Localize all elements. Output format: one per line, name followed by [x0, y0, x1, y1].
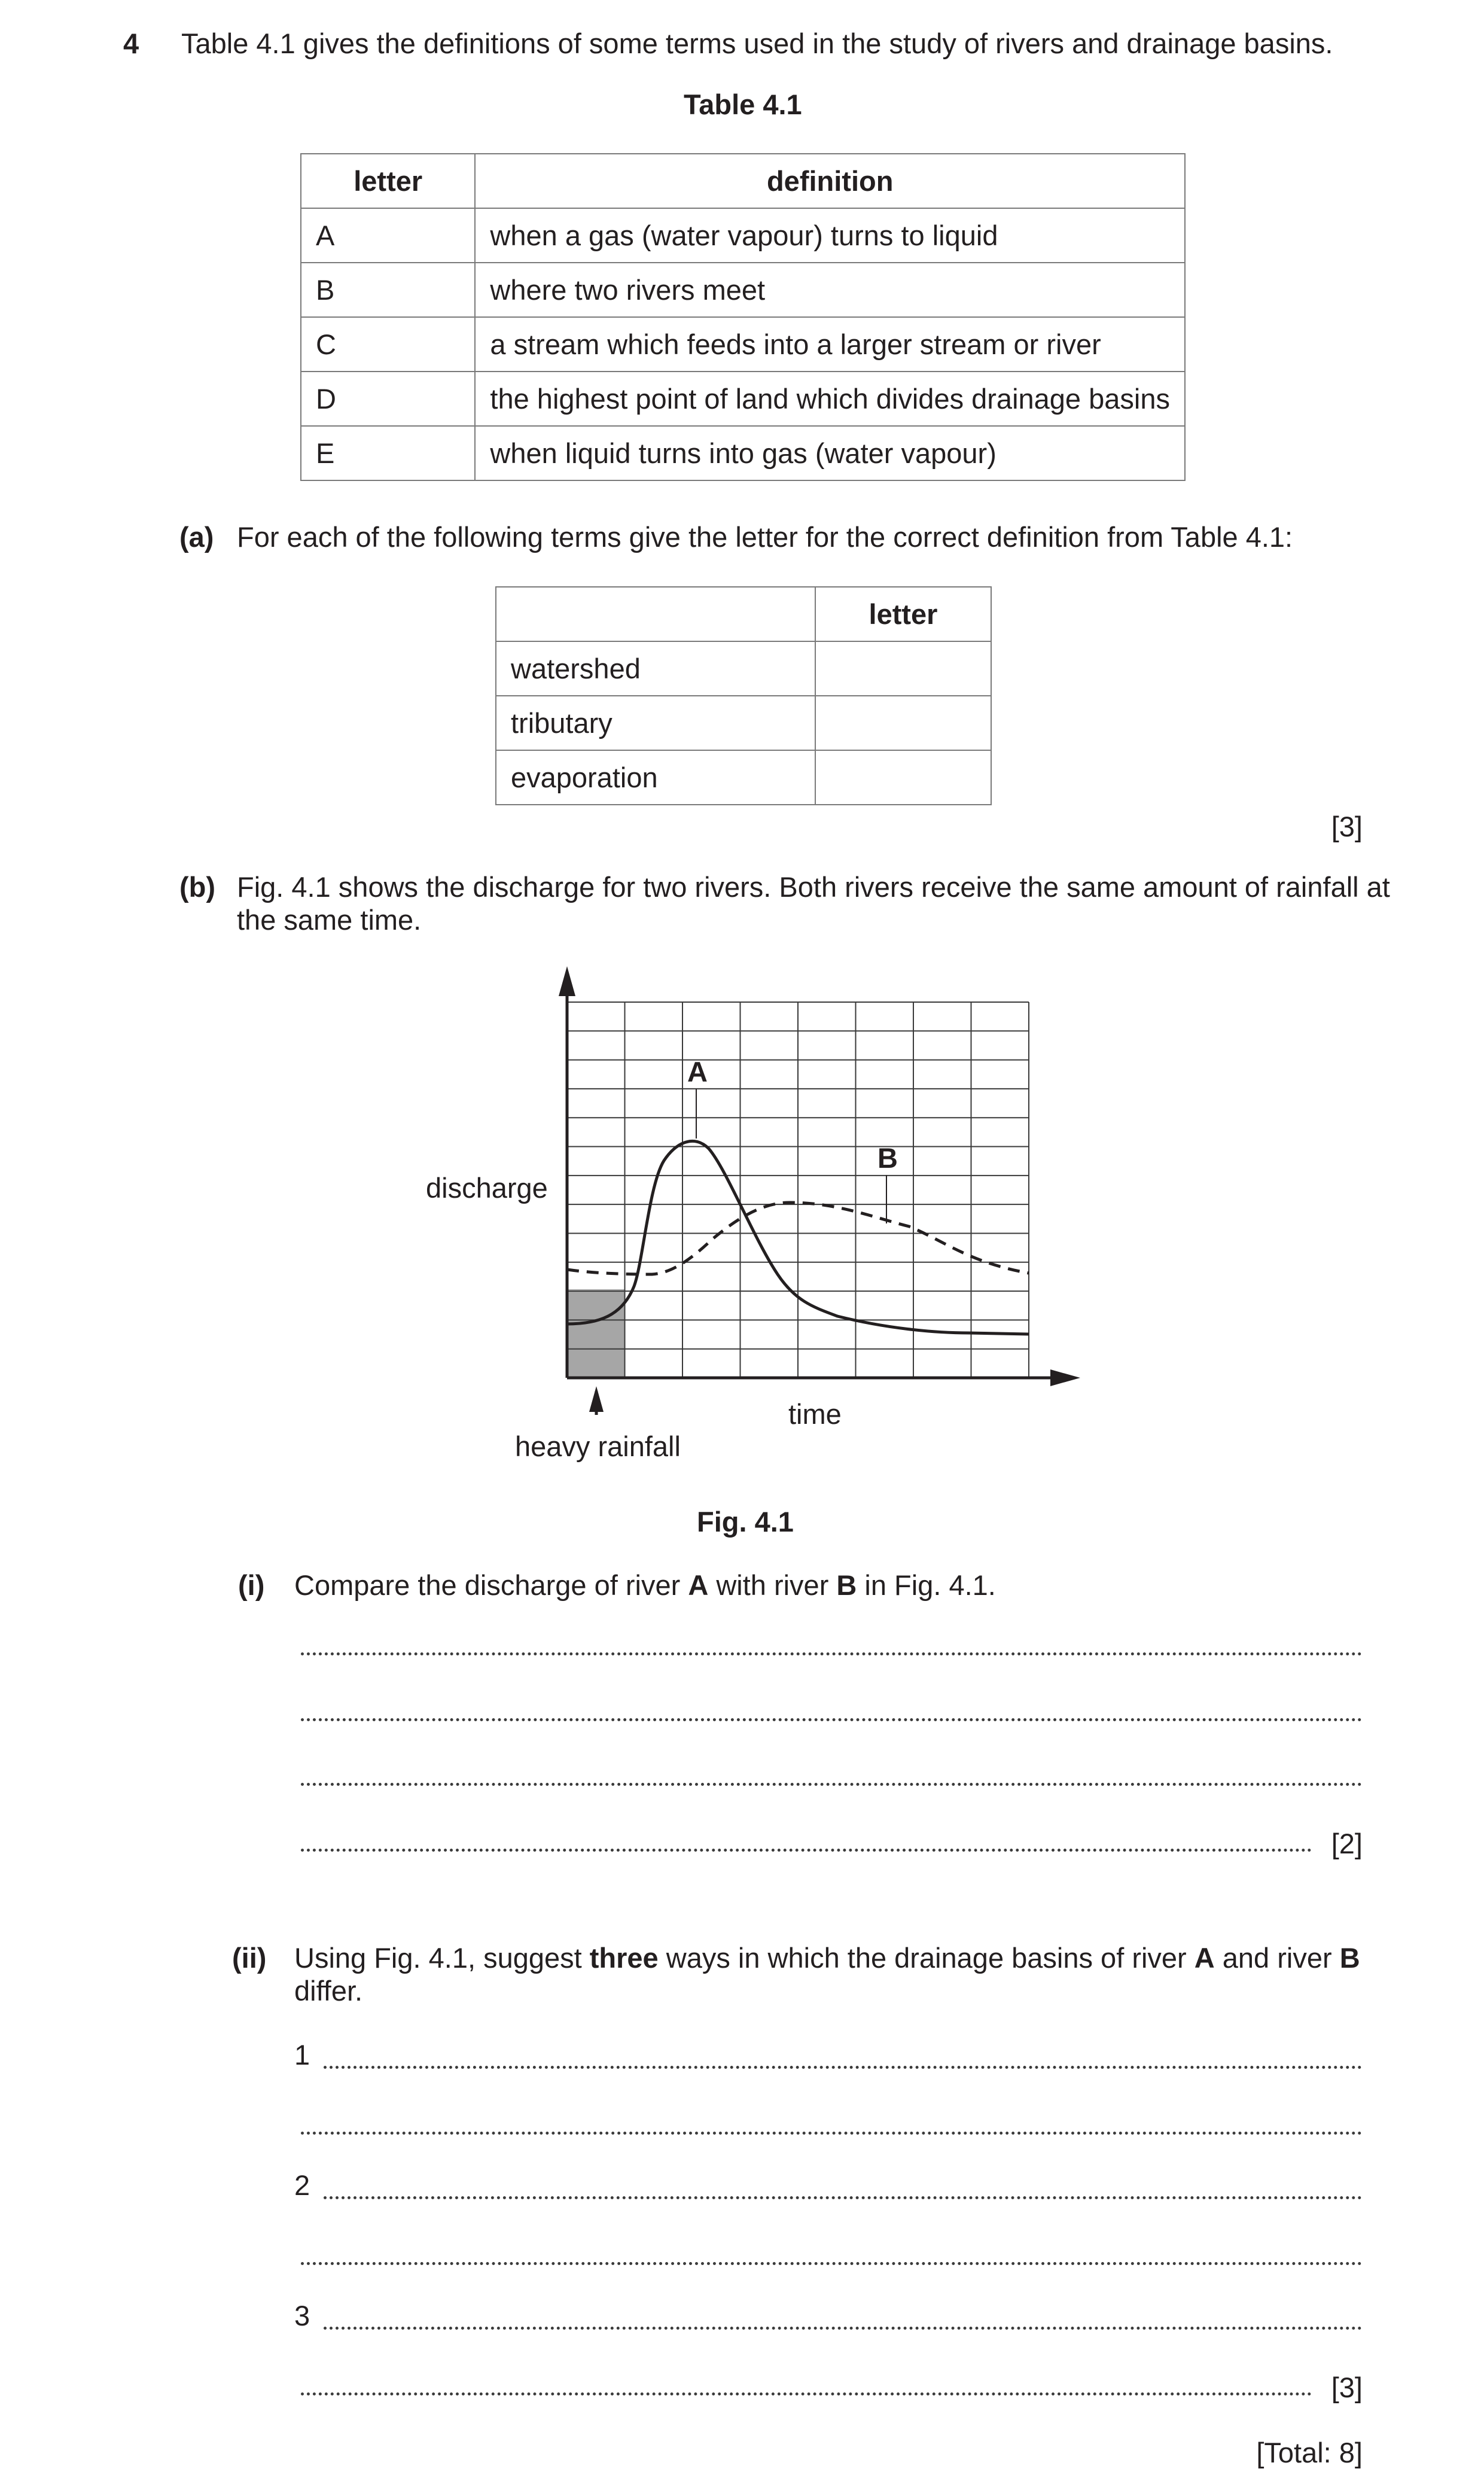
label-b: B — [877, 1142, 898, 1174]
sub-ii-text-2: differ. — [294, 1975, 363, 2007]
answer-header-letter: letter — [815, 587, 991, 641]
row-letter: E — [301, 426, 475, 480]
table-caption: Table 4.1 — [684, 89, 802, 120]
header-definition: definition — [475, 154, 1185, 208]
part-b-text-1: Fig. 4.1 shows the discharge for two rivers. Both rivers receive the same amount of rainfall at — [237, 871, 1390, 903]
sub-i-text-pre: Compare the discharge of river — [294, 1569, 688, 1601]
rainfall-shading — [567, 1289, 625, 1378]
rainfall-label: heavy rainfall — [515, 1430, 681, 1462]
sub-i-label: (i) — [238, 1569, 265, 1601]
row-letter: B — [301, 263, 475, 317]
sub-i-marks: [2] — [1331, 1828, 1363, 1859]
sub-i-text — [294, 1569, 996, 1602]
term-evaporation: evaporation — [496, 750, 815, 805]
sub-ii-text-pre: Using Fig. 4.1, suggest — [294, 1942, 590, 1974]
part-a-label: (a) — [179, 521, 214, 553]
answer-line[interactable] — [301, 1783, 1362, 1786]
answer-line[interactable] — [324, 2066, 1362, 2069]
sub-ii-river-a: A — [1194, 1942, 1215, 1974]
sub-i-river-a: A — [688, 1569, 709, 1601]
answer-line[interactable] — [301, 2392, 1312, 2395]
item-number: 2 — [294, 2169, 310, 2201]
header-letter: letter — [301, 154, 475, 208]
answer-line[interactable] — [301, 1652, 1362, 1655]
label-a: A — [687, 1056, 708, 1088]
sub-i-river-b: B — [836, 1569, 857, 1601]
question-number: 4 — [123, 28, 139, 59]
row-definition: when a gas (water vapour) turns to liquid — [475, 208, 1185, 263]
answer-line[interactable] — [301, 1849, 1312, 1852]
graph-grid — [567, 1002, 1029, 1378]
term-tributary: tributary — [496, 696, 815, 750]
row-letter: C — [301, 317, 475, 372]
answer-line[interactable] — [301, 2132, 1362, 2135]
sub-ii-text — [294, 1941, 1360, 1975]
answer-line[interactable] — [301, 1718, 1362, 1721]
sub-ii-three: three — [589, 1942, 659, 1974]
y-axis-arrowhead — [559, 966, 575, 996]
sub-ii-text-and: and river — [1214, 1942, 1340, 1974]
sub-ii-text-mid: ways in which the drainage basins of river — [658, 1942, 1194, 1974]
term-watershed: watershed — [496, 641, 815, 696]
answer-line[interactable] — [301, 2262, 1362, 2265]
rainfall-arrow-head — [589, 1386, 604, 1412]
row-letter: D — [301, 372, 475, 426]
answer-line[interactable] — [324, 2327, 1362, 2330]
part-a-text: For each of the following terms give the letter for the correct definition from Table 4.1: — [237, 521, 1293, 553]
row-definition: when liquid turns into gas (water vapour) — [475, 426, 1185, 480]
sub-ii-label: (ii) — [232, 1942, 267, 1974]
part-a-marks: [3] — [1331, 811, 1363, 842]
sub-i-text-mid: with river — [708, 1569, 837, 1601]
y-axis-label: discharge — [426, 1172, 548, 1204]
answer-line[interactable] — [324, 2196, 1362, 2199]
sub-ii-marks: [3] — [1331, 2372, 1363, 2403]
part-b-text-2: the same time. — [237, 904, 422, 936]
row-definition: where two rivers meet — [475, 263, 1185, 317]
item-number: 3 — [294, 2300, 310, 2331]
sub-ii-river-b: B — [1339, 1942, 1360, 1974]
x-axis-arrowhead — [1050, 1369, 1080, 1386]
total-marks: [Total: 8] — [1256, 2437, 1363, 2468]
question-intro: Table 4.1 gives the definitions of some terms used in the study of rivers and drainage basins. — [181, 28, 1333, 59]
figure-caption: Fig. 4.1 — [697, 1506, 794, 1538]
row-definition: a stream which feeds into a larger stream or river — [475, 317, 1185, 372]
x-axis-label: time — [788, 1398, 842, 1430]
sub-i-text-post: in Fig. 4.1. — [857, 1569, 996, 1601]
row-definition: the highest point of land which divides drainage basins — [475, 372, 1185, 426]
row-letter: A — [301, 208, 475, 263]
part-b-label: (b) — [179, 871, 216, 903]
item-number: 1 — [294, 2039, 310, 2071]
